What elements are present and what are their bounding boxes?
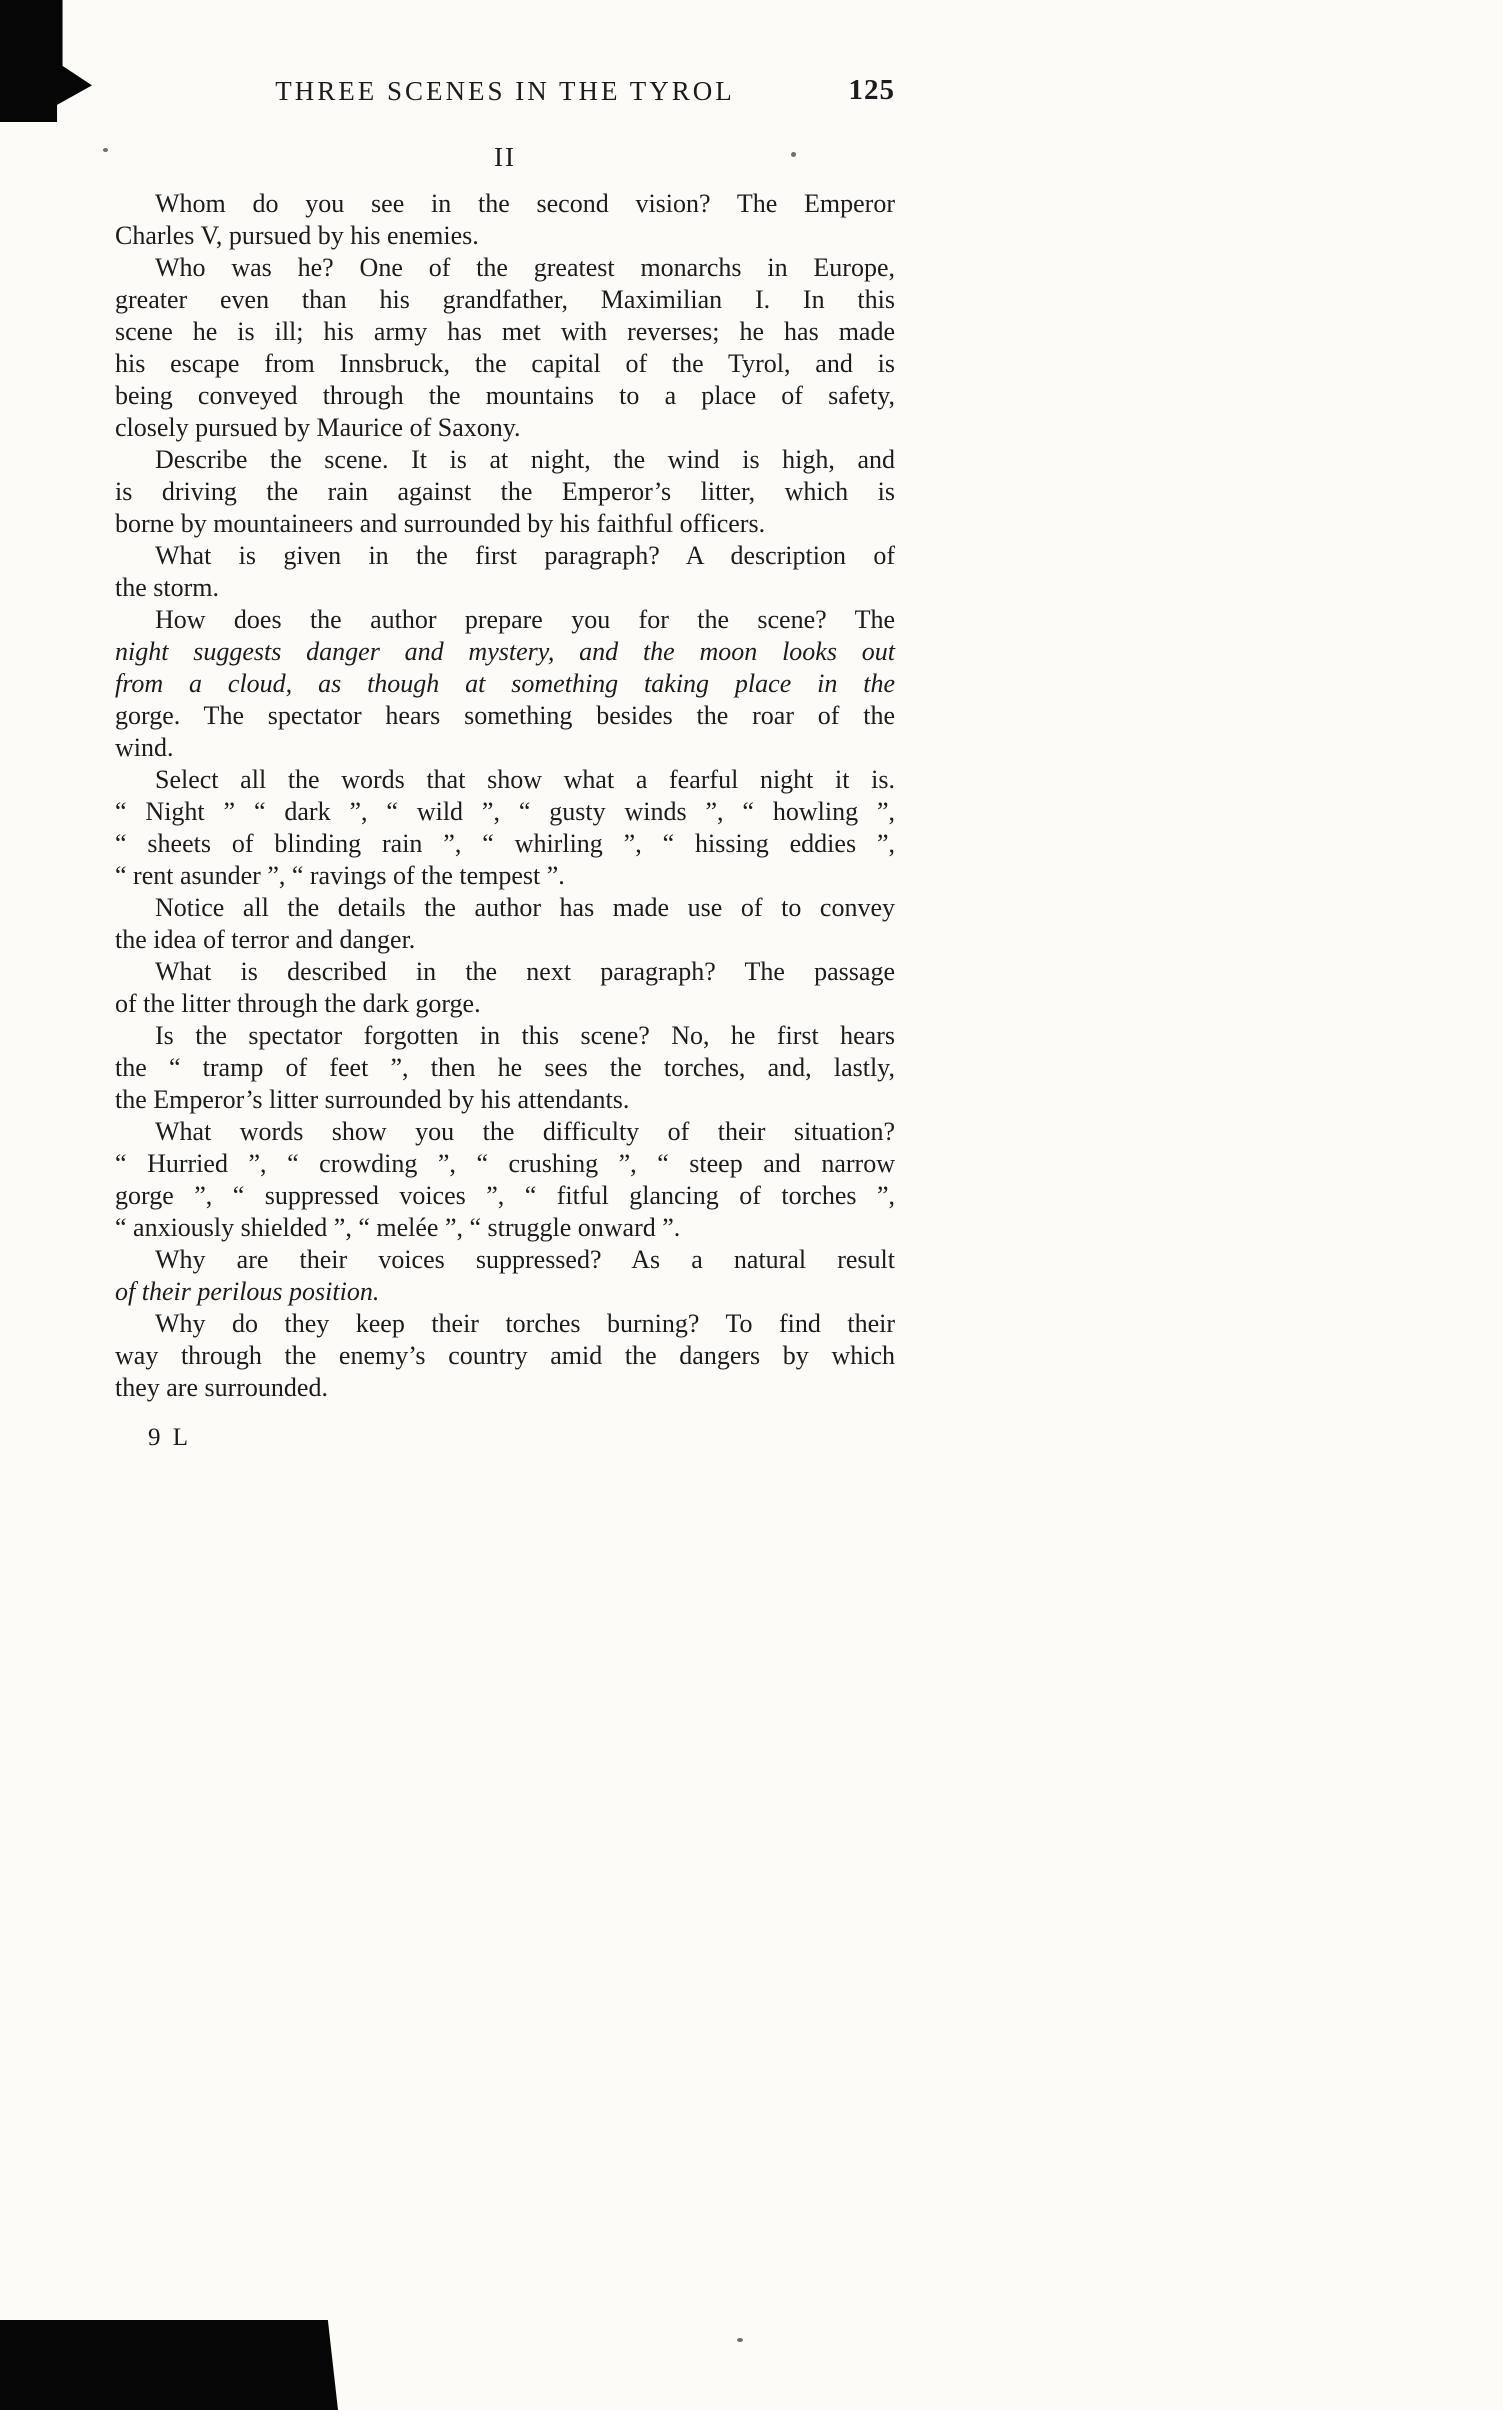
paragraph (115, 892, 895, 956)
paragraph (115, 1116, 895, 1244)
paragraph (115, 252, 895, 444)
text-line: Whom do you see in the second vision? The Emperor (155, 189, 895, 218)
text-line: wind. (115, 733, 174, 762)
text-line: “ anxiously shielded ”, “ melée ”, “ struggle onward ”. (115, 1213, 681, 1242)
paragraph (115, 956, 895, 1020)
text-line: of their perilous position. (115, 1277, 380, 1306)
text-line: What is given in the first paragraph? A description of (155, 541, 895, 570)
text-line: Charles V, pursued by his enemies. (115, 221, 479, 250)
page-number: 125 (848, 74, 895, 106)
text-line: scene he is ill; his army has met with reverses; he has made (115, 317, 895, 346)
paragraph (115, 1308, 895, 1404)
text-line: How does the author prepare you for the scene? The (155, 605, 895, 634)
text-line: being conveyed through the mountains to a place of safety, (115, 381, 895, 410)
paragraph (115, 1020, 895, 1116)
paragraph (115, 604, 895, 764)
text-line: is driving the rain against the Emperor’s litter, which is (115, 477, 895, 506)
running-title: THREE SCENES IN THE TYROL (275, 76, 735, 106)
paragraph (115, 188, 895, 252)
text-line: Why do they keep their torches burning? To find their (155, 1309, 895, 1338)
scan-bottom-artifact (0, 2320, 338, 2410)
text-line: “ Hurried ”, “ crowding ”, “ crushing ”, “ steep and narrow (115, 1149, 895, 1178)
text-line: “ rent asunder ”, “ ravings of the tempest ”. (115, 861, 565, 890)
text-line: from a cloud, as though at something taking place in the (115, 669, 895, 698)
text-line: the Emperor’s litter surrounded by his attendants. (115, 1085, 630, 1114)
text-line: “ Night ” “ dark ”, “ wild ”, “ gusty winds ”, “ howling ”, (115, 797, 895, 826)
text-line: Describe the scene. It is at night, the wind is high, and (155, 445, 895, 474)
text-line: his escape from Innsbruck, the capital of the Tyrol, and is (115, 349, 895, 378)
text-line: Select all the words that show what a fearful night it is. (155, 765, 895, 794)
text-line: way through the enemy’s country amid the dangers by which (115, 1341, 895, 1370)
text-line: greater even than his grandfather, Maximilian I. In this (115, 285, 895, 314)
text-line: Why are their voices suppressed? As a natural result (155, 1245, 895, 1274)
printer-signature: 9 L (148, 1424, 192, 1451)
text-line: What is described in the next paragraph? The passage (155, 957, 895, 986)
text-line: gorge ”, “ suppressed voices ”, “ fitful glancing of torches ”, (115, 1181, 895, 1210)
text-line: of the litter through the dark gorge. (115, 989, 481, 1018)
scan-speck (737, 2338, 743, 2342)
text-line: Is the spectator forgotten in this scene? No, he first hears (155, 1021, 895, 1050)
text-line: gorge. The spectator hears something besides the roar of the (115, 701, 895, 730)
text-line: they are surrounded. (115, 1373, 328, 1402)
paragraph (115, 540, 895, 604)
text-line: Notice all the details the author has made use of to convey (155, 893, 895, 922)
section-heading: II (494, 142, 516, 172)
scan-speck (103, 148, 108, 152)
paragraph (115, 764, 895, 892)
text-line: night suggests danger and mystery, and the moon looks out (115, 637, 895, 666)
text-line: the idea of terror and danger. (115, 925, 416, 954)
text-line: the storm. (115, 573, 219, 602)
text-line: What words show you the difficulty of their situation? (155, 1117, 895, 1146)
text-line: the “ tramp of feet ”, then he sees the torches, and, lastly, (115, 1053, 895, 1082)
text-line: “ sheets of blinding rain ”, “ whirling ”, “ hissing eddies ”, (115, 829, 895, 858)
page-header (115, 76, 895, 112)
body-text (115, 188, 895, 1404)
paragraph (115, 444, 895, 540)
scan-corner-artifact (0, 0, 92, 122)
text-line: Who was he? One of the greatest monarchs in Europe, (155, 253, 895, 282)
text-line: closely pursued by Maurice of Saxony. (115, 413, 521, 442)
text-line: borne by mountaineers and surrounded by his faithful officers. (115, 509, 766, 538)
paragraph (115, 1244, 895, 1308)
